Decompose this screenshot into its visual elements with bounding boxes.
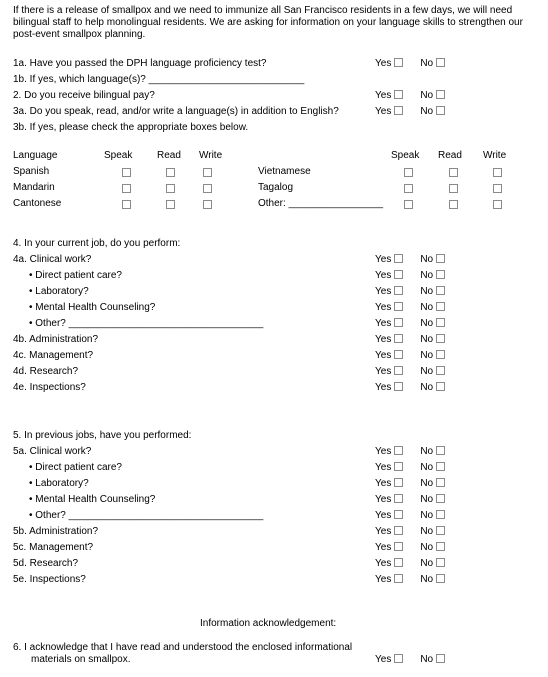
job-question-no-checkbox[interactable] (436, 542, 445, 551)
job-question-yes-no (375, 462, 445, 474)
job-question-yes-checkbox[interactable] (394, 334, 403, 343)
job-question-no-label: No (420, 478, 434, 489)
job-question-yes-no (375, 382, 445, 394)
job-question-yes-checkbox[interactable] (394, 382, 403, 391)
job-question-no-label: No (420, 462, 434, 473)
job-question-label: 4a. Clinical work? (13, 254, 92, 265)
job-question-label: 5e. Inspections? (13, 574, 86, 585)
language-skill-checkbox[interactable] (493, 168, 502, 177)
job-question-label: • Direct patient care? (29, 462, 122, 473)
intro-line: If there is a release of smallpox and we need to immunize all San Francisco residents in a few days, we will need (13, 5, 513, 16)
job-question-yes-no (375, 510, 445, 522)
language-skill-checkbox[interactable] (449, 184, 458, 193)
language-skill-checkbox[interactable] (203, 168, 212, 177)
language-skill-checkbox[interactable] (166, 168, 175, 177)
job-question-no-checkbox[interactable] (436, 270, 445, 279)
job-question-yes-label: Yes (375, 494, 392, 505)
job-question-label: • Mental Health Counseling? (29, 494, 156, 505)
question-yes-no (375, 106, 445, 118)
language-name: Spanish (13, 166, 50, 177)
question-yes-checkbox[interactable] (394, 106, 403, 115)
job-question-no-label: No (420, 542, 434, 553)
job-question-label: 4e. Inspections? (13, 382, 86, 393)
language-skill-checkbox[interactable] (404, 168, 413, 177)
col-header-read-right: Read (438, 150, 462, 161)
job-question-yes-checkbox[interactable] (394, 462, 403, 471)
job-question-no-label: No (420, 254, 434, 265)
job-question-no-checkbox[interactable] (436, 382, 445, 391)
question-no-label: No (420, 90, 434, 101)
job-question-yes-checkbox[interactable] (394, 510, 403, 519)
language-skill-checkbox[interactable] (449, 200, 458, 209)
question-yes-no (375, 90, 445, 102)
job-question-yes-label: Yes (375, 366, 392, 377)
job-question-no-checkbox[interactable] (436, 494, 445, 503)
col-header-write: Write (199, 150, 223, 161)
job-question-no-checkbox[interactable] (436, 510, 445, 519)
job-question-yes-checkbox[interactable] (394, 558, 403, 567)
acknowledgement-yes-checkbox[interactable] (394, 654, 403, 663)
job-question-label: 4b. Administration? (13, 334, 99, 345)
job-question-yes-no (375, 526, 445, 538)
language-skill-checkbox[interactable] (404, 200, 413, 209)
job-question-yes-checkbox[interactable] (394, 526, 403, 535)
q4-title: 4. In your current job, do you perform: (13, 238, 181, 249)
language-name: Other: _________________ (258, 198, 384, 209)
job-question-label: • Mental Health Counseling? (29, 302, 156, 313)
job-question-yes-checkbox[interactable] (394, 270, 403, 279)
job-question-label: • Other? ___________________________________ (29, 510, 264, 521)
job-question-label: • Direct patient care? (29, 270, 122, 281)
question-yes-label: Yes (375, 106, 392, 117)
job-question-no-checkbox[interactable] (436, 462, 445, 471)
job-question-no-label: No (420, 510, 434, 521)
job-question-no-checkbox[interactable] (436, 558, 445, 567)
job-question-no-checkbox[interactable] (436, 446, 445, 455)
job-question-label: 4c. Management? (13, 350, 94, 361)
job-question-yes-label: Yes (375, 302, 392, 313)
job-question-no-label: No (420, 446, 434, 457)
job-question-yes-no (375, 494, 445, 506)
job-question-no-label: No (420, 494, 434, 505)
acknowledgement-no-checkbox[interactable] (436, 654, 445, 663)
job-question-label: • Other? ___________________________________ (29, 318, 264, 329)
job-question-no-checkbox[interactable] (436, 334, 445, 343)
job-question-yes-label: Yes (375, 382, 392, 393)
job-question-yes-checkbox[interactable] (394, 254, 403, 263)
language-skill-checkbox[interactable] (493, 200, 502, 209)
language-skill-checkbox[interactable] (166, 200, 175, 209)
language-skill-checkbox[interactable] (122, 168, 131, 177)
language-name: Vietnamese (258, 166, 311, 177)
job-question-no-label: No (420, 286, 434, 297)
job-question-yes-no (375, 318, 445, 330)
job-question-label: 5b. Administration? (13, 526, 99, 537)
job-question-yes-checkbox[interactable] (394, 542, 403, 551)
job-question-yes-no (375, 446, 445, 458)
acknowledgement-yes-no (375, 654, 445, 666)
col-header-language: Language (13, 150, 58, 161)
question-no-checkbox[interactable] (436, 58, 445, 67)
job-question-yes-label: Yes (375, 558, 392, 569)
job-question-yes-label: Yes (375, 270, 392, 281)
q6-line1: 6. I acknowledge that I have read and understood the enclosed informational (13, 642, 353, 653)
job-question-yes-checkbox[interactable] (394, 494, 403, 503)
col-header-write-right: Write (483, 150, 507, 161)
question-no-label: No (420, 106, 434, 117)
job-question-yes-label: Yes (375, 526, 392, 537)
job-question-yes-label: Yes (375, 350, 392, 361)
job-question-label: 4d. Research? (13, 366, 79, 377)
question-yes-label: Yes (375, 58, 392, 69)
intro-line: bilingual staff to help monolingual residents. We are asking for information on your language skills to strengthen our (13, 17, 523, 28)
job-question-no-checkbox[interactable] (436, 526, 445, 535)
job-question-no-checkbox[interactable] (436, 286, 445, 295)
job-question-no-checkbox[interactable] (436, 478, 445, 487)
language-skill-checkbox[interactable] (166, 184, 175, 193)
job-question-no-label: No (420, 366, 434, 377)
question-yes-no (375, 58, 445, 70)
job-question-yes-label: Yes (375, 462, 392, 473)
language-skill-checkbox[interactable] (493, 184, 502, 193)
job-question-yes-checkbox[interactable] (394, 366, 403, 375)
job-question-yes-checkbox[interactable] (394, 574, 403, 583)
job-question-yes-checkbox[interactable] (394, 478, 403, 487)
col-header-speak-right: Speak (391, 150, 420, 161)
question-no-checkbox[interactable] (436, 106, 445, 115)
job-question-no-checkbox[interactable] (436, 366, 445, 375)
language-name: Tagalog (258, 182, 294, 193)
language-name: Mandarin (13, 182, 55, 193)
job-question-yes-no (375, 574, 445, 586)
job-question-yes-label: Yes (375, 286, 392, 297)
job-question-no-label: No (420, 334, 434, 345)
job-question-yes-label: Yes (375, 542, 392, 553)
ack-heading: Information acknowledgement: (200, 618, 337, 629)
job-question-yes-no (375, 478, 445, 490)
language-skill-checkbox[interactable] (203, 184, 212, 193)
job-question-no-label: No (420, 526, 434, 537)
col-header-speak: Speak (104, 150, 133, 161)
job-question-yes-checkbox[interactable] (394, 302, 403, 311)
intro-paragraph (13, 5, 538, 41)
question-no-checkbox[interactable] (436, 90, 445, 99)
job-question-no-checkbox[interactable] (436, 318, 445, 327)
job-question-yes-label: Yes (375, 318, 392, 329)
intro-line: post-event smallpox planning. (13, 29, 146, 40)
language-skill-checkbox[interactable] (203, 200, 212, 209)
language-skill-checkbox[interactable] (122, 200, 131, 209)
job-question-no-label: No (420, 270, 434, 281)
job-question-yes-label: Yes (375, 574, 392, 585)
job-question-yes-no (375, 270, 445, 282)
job-question-label: 5c. Management? (13, 542, 94, 553)
job-question-no-label: No (420, 382, 434, 393)
col-header-read: Read (157, 150, 181, 161)
job-question-yes-no (375, 350, 445, 362)
job-question-no-label: No (420, 574, 434, 585)
job-question-no-checkbox[interactable] (436, 350, 445, 359)
job-question-no-label: No (420, 302, 434, 313)
question-yes-label: Yes (375, 90, 392, 101)
job-question-no-checkbox[interactable] (436, 254, 445, 263)
job-question-yes-no (375, 286, 445, 298)
job-question-yes-no (375, 542, 445, 554)
job-question-yes-label: Yes (375, 446, 392, 457)
question-label: 2. Do you receive bilingual pay? (13, 90, 155, 101)
job-question-label: 5d. Research? (13, 558, 79, 569)
job-question-yes-no (375, 254, 445, 266)
job-question-no-label: No (420, 558, 434, 569)
question-no-label: No (420, 58, 434, 69)
language-skill-checkbox[interactable] (122, 184, 131, 193)
question-label: 1a. Have you passed the DPH language proficiency test? (13, 58, 267, 69)
question-yes-checkbox[interactable] (394, 58, 403, 67)
job-question-no-checkbox[interactable] (436, 574, 445, 583)
language-name: Cantonese (13, 198, 62, 209)
job-question-yes-label: Yes (375, 254, 392, 265)
job-question-label: • Laboratory? (29, 478, 89, 489)
q5-title: 5. In previous jobs, have you performed: (13, 430, 192, 441)
question-yes-checkbox[interactable] (394, 90, 403, 99)
job-question-label: 5a. Clinical work? (13, 446, 92, 457)
language-skill-checkbox[interactable] (449, 168, 458, 177)
acknowledgement-yes-label: Yes (375, 654, 392, 665)
job-question-yes-checkbox[interactable] (394, 318, 403, 327)
job-question-label: • Laboratory? (29, 286, 89, 297)
job-question-yes-checkbox[interactable] (394, 286, 403, 295)
job-question-yes-label: Yes (375, 478, 392, 489)
q6-line2: materials on smallpox. (31, 654, 131, 665)
job-question-yes-checkbox[interactable] (394, 350, 403, 359)
job-question-no-label: No (420, 318, 434, 329)
job-question-yes-no (375, 302, 445, 314)
job-question-yes-label: Yes (375, 334, 392, 345)
job-question-yes-label: Yes (375, 510, 392, 521)
job-question-yes-checkbox[interactable] (394, 446, 403, 455)
job-question-no-label: No (420, 350, 434, 361)
job-question-yes-no (375, 366, 445, 378)
job-question-no-checkbox[interactable] (436, 302, 445, 311)
language-skill-checkbox[interactable] (404, 184, 413, 193)
job-question-yes-no (375, 334, 445, 346)
job-question-yes-no (375, 558, 445, 570)
question-label: 3a. Do you speak, read, and/or write a language(s) in addition to English? (13, 106, 339, 117)
question-label: 3b. If yes, please check the appropriate boxes below. (13, 122, 249, 133)
acknowledgement-no-label: No (420, 654, 434, 665)
question-label: 1b. If yes, which language(s)? ____________________________ (13, 74, 305, 85)
